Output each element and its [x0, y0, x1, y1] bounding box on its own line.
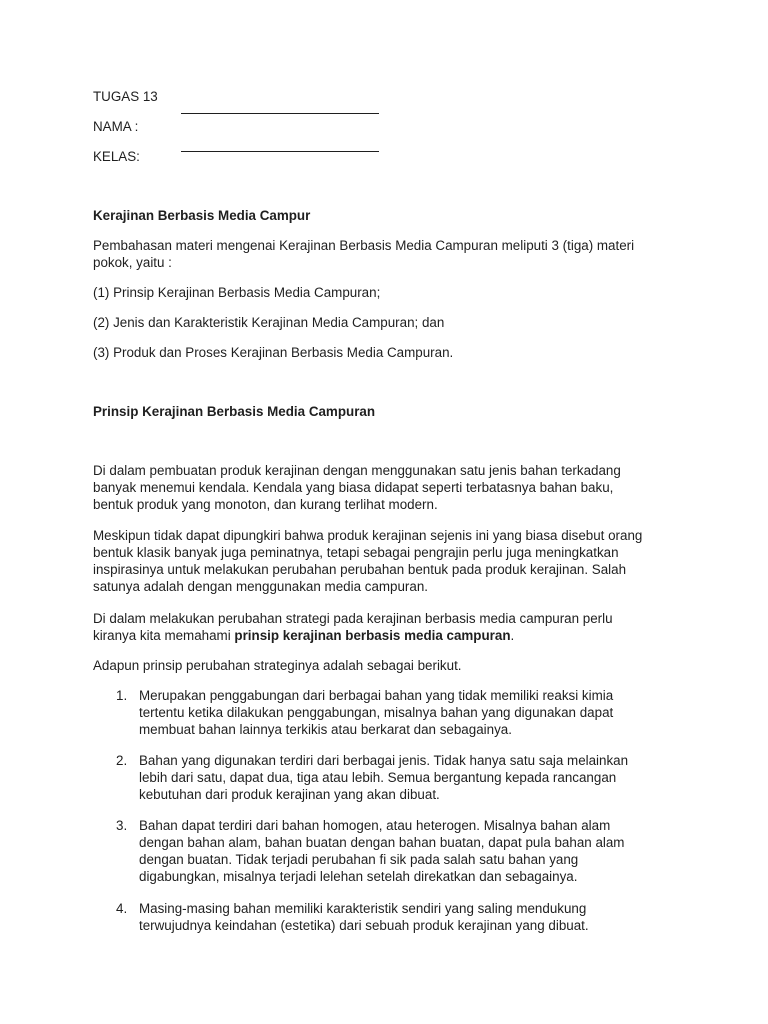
- topic-item: (2) Jenis dan Karakteristik Kerajinan Media Campuran; dan: [93, 315, 445, 330]
- list-number: 4.: [116, 901, 128, 916]
- name-label: NAMA :: [93, 119, 139, 134]
- list-line: Masing-masing bahan memiliki karakteristik sendiri yang saling mendukung: [139, 901, 587, 916]
- list-line: membuat bahan lainnya terkikis atau berkarat dan sebagainya.: [139, 722, 512, 737]
- paragraph-2: [93, 527, 693, 595]
- paragraph-4: Adapun prinsip perubahan strateginya adalah sebagai berikut.: [93, 658, 462, 673]
- paragraph-text: kiranya kita memahami: [93, 628, 235, 643]
- list-number: 3.: [116, 818, 128, 833]
- topic-item: (1) Prinsip Kerajinan Berbasis Media Campuran;: [93, 285, 381, 300]
- list-text: [139, 687, 679, 738]
- list-text: [139, 900, 679, 934]
- list-text: [139, 752, 679, 803]
- list-number: 2.: [116, 753, 128, 768]
- paragraph-3: [93, 610, 693, 644]
- topic-item: (3) Produk dan Proses Kerajinan Berbasis Media Campuran.: [93, 345, 454, 360]
- intro-line: pokok, yaitu :: [93, 255, 172, 270]
- task-title: TUGAS 13: [93, 89, 158, 104]
- paragraph-line: bentuk klasik banyak juga peminatnya, tetapi sebagai pengrajin perlu juga meningkatkan: [93, 545, 619, 560]
- section-heading-principles: Prinsip Kerajinan Berbasis Media Campuran: [93, 404, 376, 419]
- paragraph-text: .: [510, 628, 515, 643]
- list-line: digabungkan, misalnya terjadi lelehan setelah direkatkan dan sebagainya.: [139, 869, 578, 884]
- intro-line: Pembahasan materi mengenai Kerajinan Berbasis Media Campuran meliputi 3 (tiga) materi: [93, 238, 635, 253]
- paragraph-line: bentuk produk yang monoton, dan kurang terlihat modern.: [93, 497, 438, 512]
- class-blank-line[interactable]: [181, 151, 379, 152]
- intro-paragraph: [93, 237, 693, 271]
- list-number: 1.: [116, 688, 128, 703]
- list-line: terwujudnya keindahan (estetika) dari sebuah produk kerajinan yang dibuat.: [139, 918, 589, 933]
- list-line: kebutuhan dari produk kerajinan yang akan dibuat.: [139, 787, 440, 802]
- list-line: Bahan yang digunakan terdiri dari berbagai jenis. Tidak hanya satu saja melainkan: [139, 753, 629, 768]
- list-line: lebih dari satu, dapat dua, tiga atau lebih. Semua bergantung kepada rancangan: [139, 770, 617, 785]
- list-line: Merupakan penggabungan dari berbagai bahan yang tidak memiliki reaksi kimia: [139, 688, 614, 703]
- paragraph-1: [93, 462, 693, 513]
- list-line: dengan bahan alam, bahan buatan dengan bahan buatan, dapat pula bahan alam: [139, 835, 625, 850]
- list-line: Bahan dapat terdiri dari bahan homogen, atau heterogen. Misalnya bahan alam: [139, 818, 611, 833]
- class-label: KELAS:: [93, 149, 140, 164]
- paragraph-line: Meskipun tidak dapat dipungkiri bahwa produk kerajinan sejenis ini yang biasa disebut orang: [93, 528, 643, 543]
- paragraph-line: inspirasinya untuk melakukan perubahan perubahan bentuk pada produk kerajinan. Salah: [93, 562, 627, 577]
- paragraph-line: [93, 627, 693, 644]
- paragraph-line: satunya adalah dengan menggunakan media campuran.: [93, 579, 429, 594]
- emphasis-text: prinsip kerajinan berbasis media campuran: [234, 628, 511, 643]
- section-heading-mixed-media: Kerajinan Berbasis Media Campur: [93, 208, 311, 223]
- list-line: dengan buatan. Tidak terjadi perubahan fi sik pada salah satu bahan yang: [139, 852, 579, 867]
- paragraph-line: banyak menemui kendala. Kendala yang biasa didapat seperti terbatasnya bahan baku,: [93, 480, 614, 495]
- list-line: tertentu ketika dilakukan penggabungan, misalnya bahan yang digunakan dapat: [139, 705, 614, 720]
- name-blank-line[interactable]: [181, 113, 379, 114]
- paragraph-line: Di dalam pembuatan produk kerajinan dengan menggunakan satu jenis bahan terkadang: [93, 463, 621, 478]
- list-text: [139, 817, 679, 885]
- paragraph-line: Di dalam melakukan perubahan strategi pada kerajinan berbasis media campuran perlu: [93, 611, 613, 626]
